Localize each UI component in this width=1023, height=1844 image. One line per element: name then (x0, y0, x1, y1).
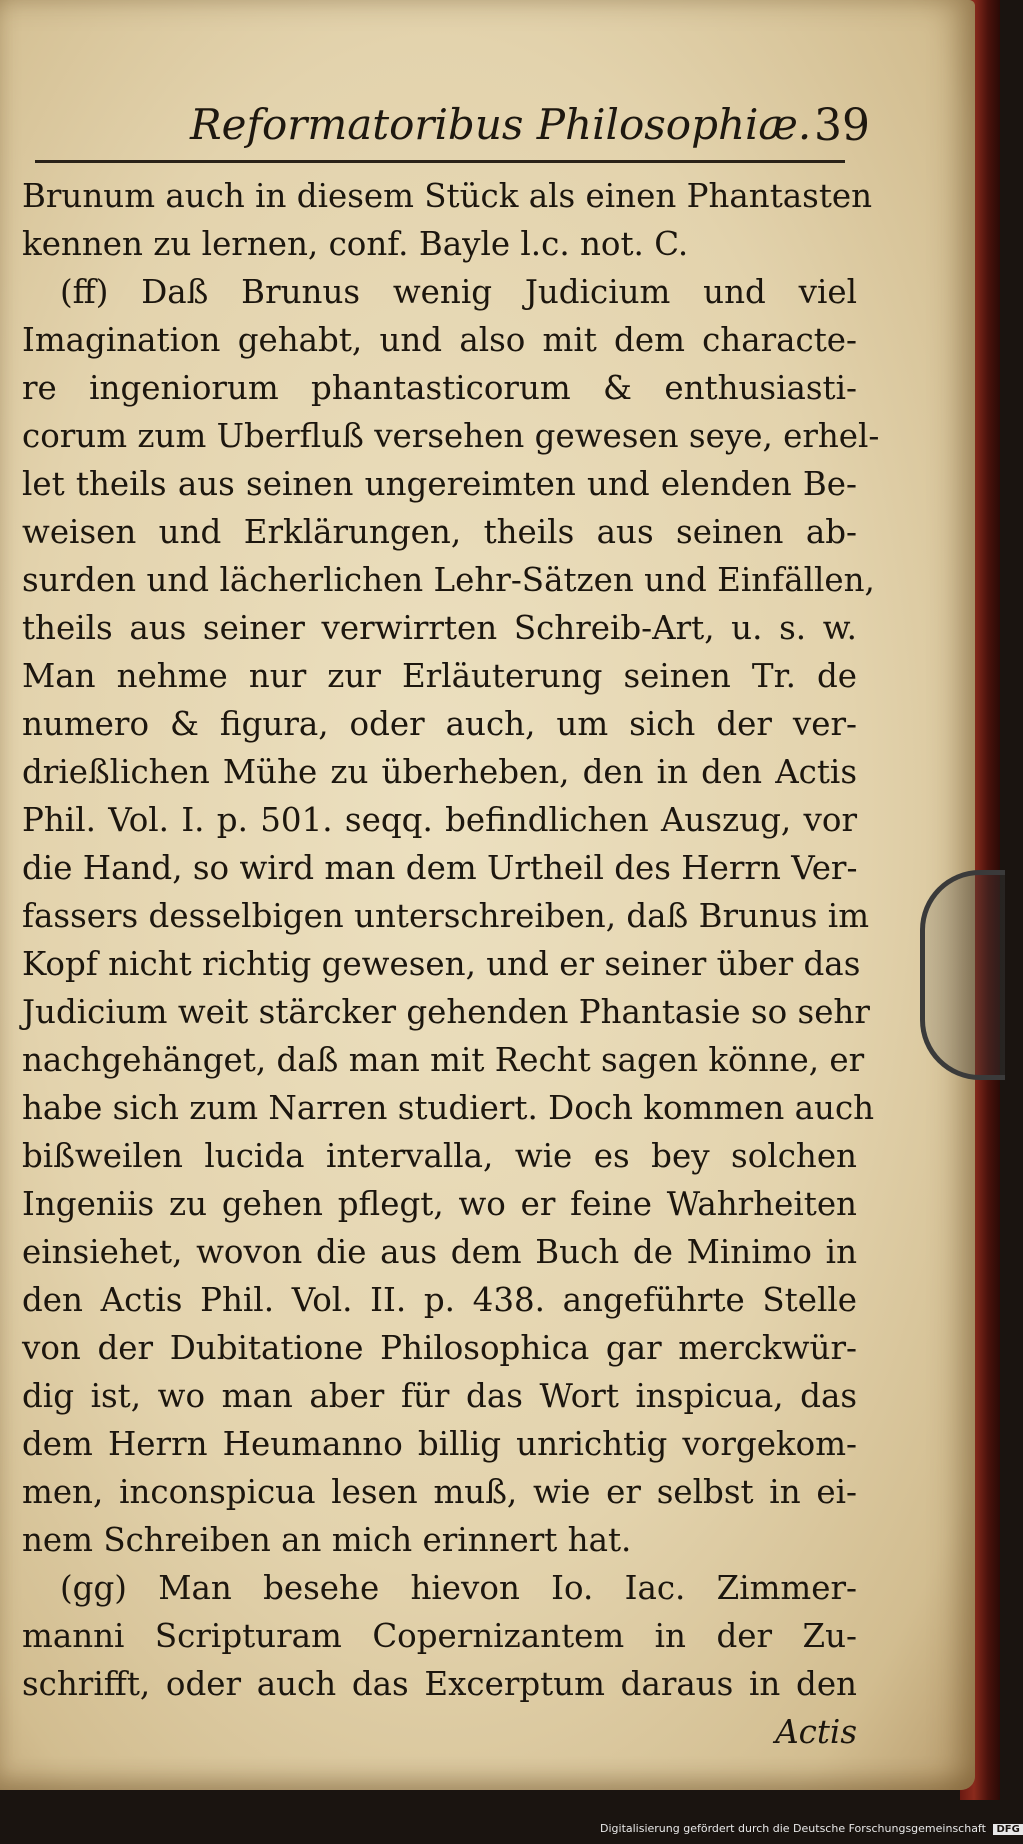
digitization-credit (600, 1822, 1020, 1842)
text-line: manni Scripturam Copernizantem in der Zu- (22, 1617, 857, 1655)
running-header (190, 100, 870, 160)
text-line: einsiehet, wovon die aus dem Buch de Minimo in (22, 1233, 857, 1271)
text-line: habe sich zum Narren studiert. Doch kommen auch (22, 1089, 875, 1127)
text-line: dem Herrn Heumanno billig unrichtig vorgekom- (22, 1425, 857, 1463)
text-line: Brunum auch in diesem Stück als einen Phantasten (22, 177, 873, 215)
text-line: Kopf nicht richtig gewesen, und er seiner über das (22, 945, 861, 983)
text-line: die Hand, so wird man dem Urtheil des Herrn Ver- (22, 849, 858, 887)
clip-clasp (920, 870, 1005, 1080)
text-line: Judicium weit stärcker gehenden Phantasie so sehr (22, 993, 870, 1031)
page-number: 39 (814, 100, 870, 151)
text-line: surden und lächerlichen Lehr-Sätzen und Einfällen, (22, 561, 875, 599)
running-title: Reformatoribus Philosophiæ. (190, 100, 812, 149)
text-line: drießlichen Mühe zu überheben, den in den Actis (22, 753, 857, 791)
text-line: weisen und Erklärungen, theils aus seinen ab- (22, 513, 857, 551)
catchword: Actis (775, 1713, 857, 1751)
body-text (22, 172, 880, 1756)
text-line: kennen zu lernen, conf. Bayle l.c. not. C. (22, 225, 689, 263)
text-line: Ingeniis zu gehen pflegt, wo er feine Wahrheiten (22, 1185, 857, 1223)
header-rule (35, 160, 845, 163)
text-line: Man nehme nur zur Erläuterung seinen Tr. de (22, 657, 857, 695)
text-line: Phil. Vol. I. p. 501. seqq. befindlichen Auszug, vor (22, 801, 857, 839)
dfg-logo: DFG (993, 1824, 1022, 1835)
text-line: den Actis Phil. Vol. II. p. 438. angeführte Stelle (22, 1281, 857, 1319)
text-line: theils aus seiner verwirrten Schreib-Art, u. s. w. (22, 609, 857, 647)
text-line: dig ist, wo man aber für das Wort inspicua, das (22, 1377, 857, 1415)
text-line: von der Dubitatione Philosophica gar merckwür- (22, 1329, 857, 1367)
text-line: let theils aus seinen ungereimten und elenden Be- (22, 465, 857, 503)
text-line: nem Schreiben an mich erinnert hat. (22, 1521, 632, 1559)
text-line: bißweilen lucida intervalla, wie es bey solchen (22, 1137, 857, 1175)
text-line: (gg) Man besehe hievon Io. Iac. Zimmer- (60, 1569, 857, 1607)
text-line: schrifft, oder auch das Excerptum daraus in den (22, 1665, 857, 1703)
text-line: corum zum Uberfluß versehen gewesen seye, erhel- (22, 417, 880, 455)
text-line: Imagination gehabt, und also mit dem characte- (22, 321, 857, 359)
text-line: re ingeniorum phantasticorum & enthusiasti- (22, 369, 857, 407)
credit-text: Digitalisierung gefördert durch die Deutsche Forschungsgemeinschaft (600, 1822, 986, 1835)
text-line: men, inconspicua lesen muß, wie er selbst in ei- (22, 1473, 857, 1511)
text-line: fassers desselbigen unterschreiben, daß Brunus im (22, 897, 870, 935)
text-line: (ff) Daß Brunus wenig Judicium und viel (60, 273, 857, 311)
text-line: numero & figura, oder auch, um sich der ver- (22, 705, 857, 743)
text-line: nachgehänget, daß man mit Recht sagen könne, er (22, 1041, 865, 1079)
